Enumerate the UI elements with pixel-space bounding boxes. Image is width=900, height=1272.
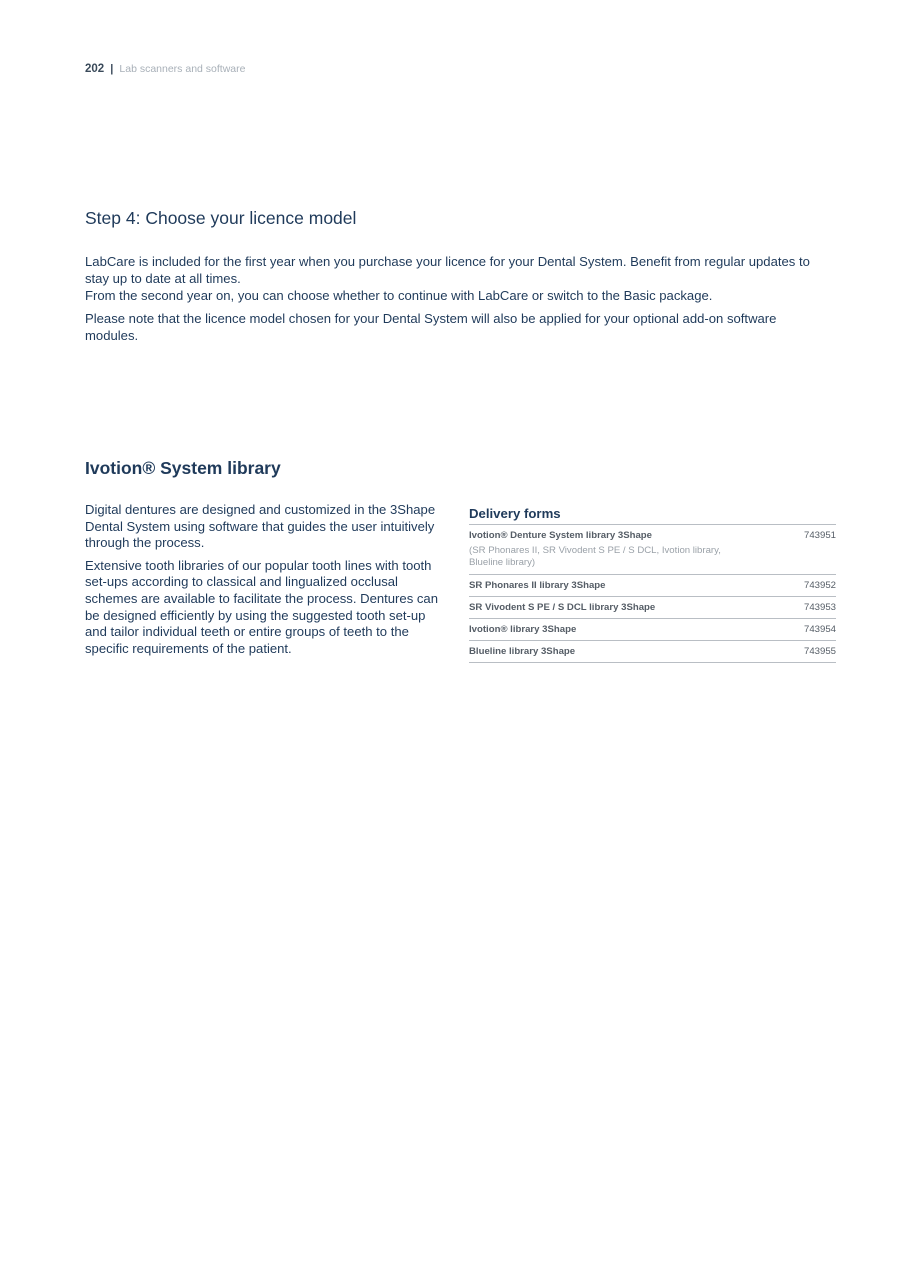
- library-paragraph: Extensive tooth libraries of our popular tooth lines with tooth set-ups according to classical and lingualized occlusal schemes are available to facilitate the process. Dentures can be designed efficiently by using the suggested tooth set-up and tailor individual teeth or entire groups of teeth to the specific requirements of the patient.: [85, 557, 438, 656]
- library-title: Ivotion® System library: [85, 458, 281, 478]
- delivery-forms-title: Delivery forms: [469, 506, 836, 525]
- section-label: Lab scanners and software: [119, 63, 246, 75]
- step-body: [85, 253, 830, 344]
- table-row: [469, 597, 836, 619]
- step-title: Step 4: Choose your licence model: [85, 208, 357, 228]
- table-row: [469, 619, 836, 641]
- page-header: [85, 63, 245, 75]
- product-name: Ivotion® library 3Shape: [469, 624, 577, 635]
- article-number: 743951: [803, 530, 836, 541]
- article-number: 743955: [803, 646, 836, 657]
- product-name: Blueline library 3Shape: [469, 646, 576, 657]
- table-row: [469, 575, 836, 597]
- step-paragraph: From the second year on, you can choose whether to continue with LabCare or switch to the Basic package.: [85, 288, 713, 303]
- table-row: [469, 641, 836, 663]
- product-name: SR Phonares II library 3Shape: [469, 580, 606, 591]
- step-paragraph: Please note that the licence model chosen for your Dental System will also be applied for your optional add-on software modules.: [85, 311, 777, 343]
- library-body: [85, 502, 450, 657]
- page-number: 202: [85, 63, 105, 75]
- product-name: Ivotion® Denture System library 3Shape: [469, 530, 653, 541]
- table-row: [469, 525, 836, 575]
- product-note: (SR Phonares II, SR Vivodent S PE / S DCL, Ivotion library, Blueline library): [469, 545, 721, 568]
- delivery-forms-table: [469, 506, 836, 663]
- library-paragraph: Digital dentures are designed and customized in the 3Shape Dental System using software that guides the user intuitively through the process.: [85, 502, 436, 551]
- article-number: 743953: [803, 602, 836, 613]
- header-separator: |: [110, 63, 114, 75]
- product-name: SR Vivodent S PE / S DCL library 3Shape: [469, 602, 656, 613]
- step-paragraph: LabCare is included for the first year when you purchase your licence for your Dental System. Benefit from regular updates to stay up to date at all times.: [85, 254, 810, 286]
- article-number: 743952: [803, 580, 836, 591]
- article-number: 743954: [803, 624, 836, 635]
